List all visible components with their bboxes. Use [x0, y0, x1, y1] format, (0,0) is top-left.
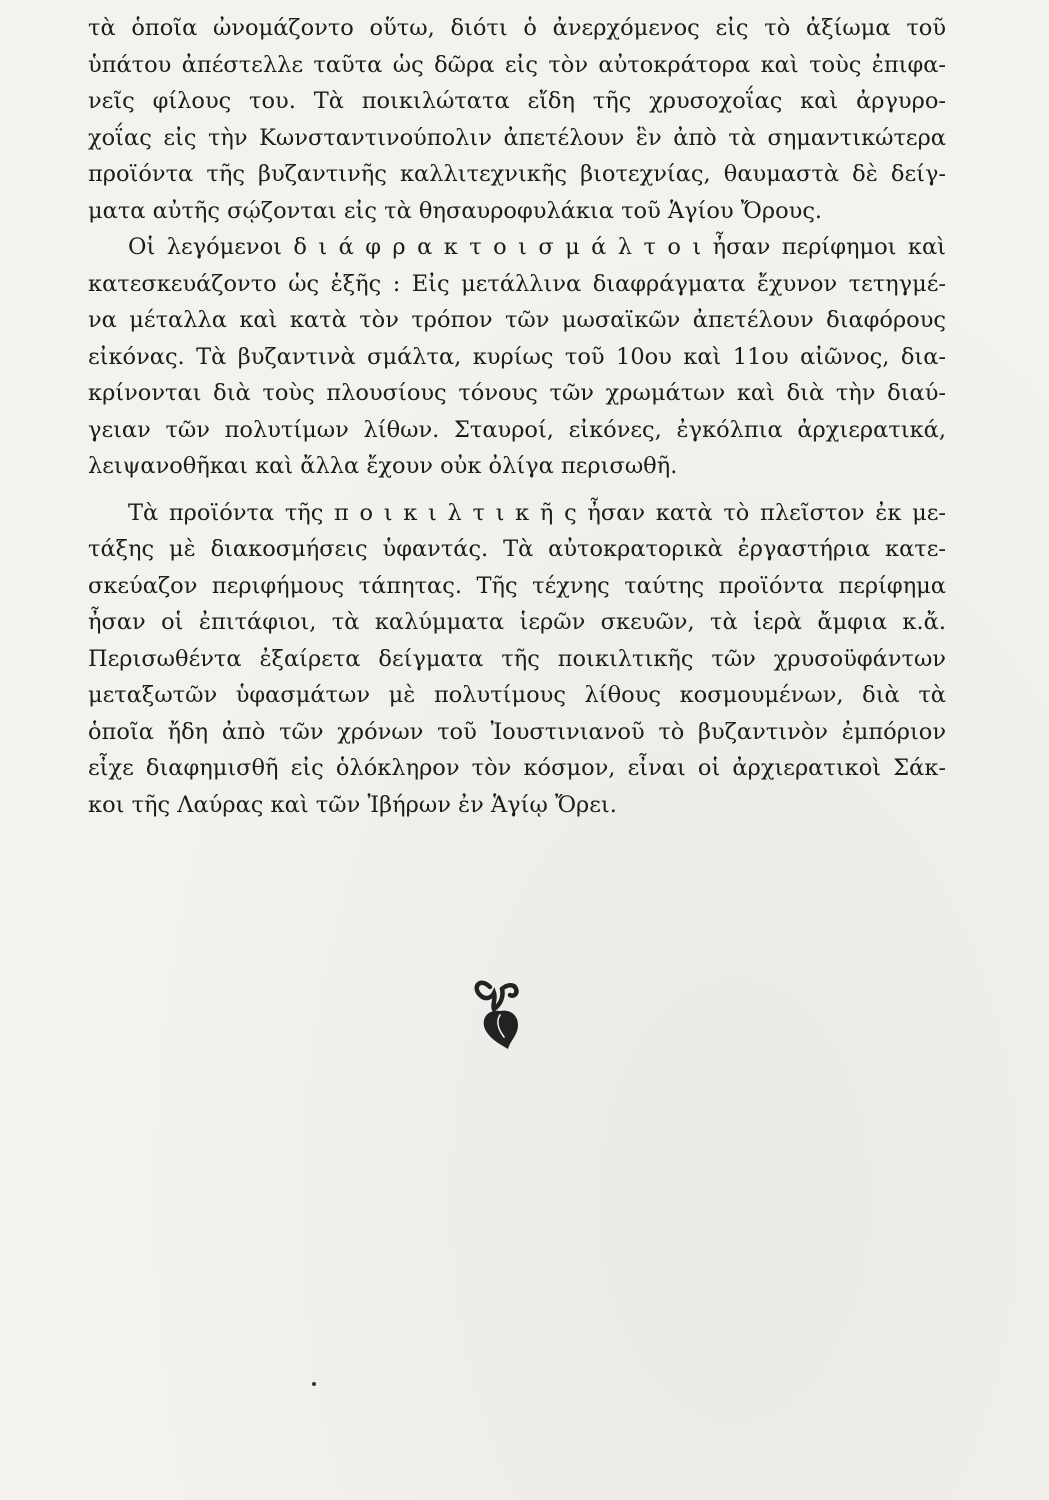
text-line: μεταξωτῶν ὑφασμάτων μὲ πολυτίμους λίθους κοσμουμένων, διὰ τὰ	[88, 682, 946, 708]
text-line: χοΐας εἰς τὴν Κωνσταντινούπολιν ἀπετέλουν ἓν ἀπὸ τὰ σημαντικώτερα	[88, 124, 946, 151]
text-line: Τὰ προϊόντα τῆς π ο ι κ ι λ τ ι κ ῆ ς ἦσαν κατὰ τὸ πλεῖστον ἐκ με-	[128, 499, 946, 526]
text-line: λειψανοθῆκαι καὶ ἄλλα ἔχουν οὐκ ὀλίγα περισωθῆ.	[88, 453, 678, 479]
text-line: τὰ ὁποῖα ὠνομάζοντο οὕτω, διότι ὁ ἀνερχόμενος εἰς τὸ ἀξίωμα τοῦ	[88, 15, 946, 41]
paragraph-3	[88, 495, 946, 824]
body-text	[88, 10, 946, 823]
paragraph-1	[88, 10, 946, 229]
text-line: να μέταλλα καὶ κατὰ τὸν τρόπον τῶν μωσαϊκῶν ἀπετέλουν διαφόρους	[88, 307, 946, 333]
text-line: σκεύαζον περιφήμους τάπητας. Τῆς τέχνης ταύτης προϊόντα περίφημα	[88, 572, 946, 599]
paragraph-2	[88, 229, 946, 485]
heart-leaf-ornament-icon	[470, 975, 530, 1050]
text-line: Οἱ λεγόμενοι δ ι ά φ ρ α κ τ ο ι σ μ ά λ τ ο ι ἦσαν περίφημοι καὶ	[128, 234, 946, 260]
text-line: προϊόντα τῆς βυζαντινῆς καλλιτεχνικῆς βιοτεχνίας, θαυμαστὰ δὲ δείγ-	[88, 161, 946, 187]
paragraph-spacer	[88, 485, 946, 495]
text-line: κατεσκευάζοντο ὡς ἑξῆς : Εἰς μετάλλινα διαφράγματα ἔχυνον τετηγμέ-	[88, 270, 946, 297]
text-line: κρίνονται διὰ τοὺς πλουσίους τόνους τῶν χρωμάτων καὶ διὰ τὴν διαύ-	[88, 380, 946, 406]
text-line: κοι τῆς Λαύρας καὶ τῶν Ἰβήρων ἐν Ἁγίῳ Ὄρει.	[88, 791, 617, 818]
text-line: τάξης μὲ διακοσμήσεις ὑφαντάς. Τὰ αὐτοκρατορικὰ ἐργαστήρια κατε-	[88, 536, 946, 562]
text-line: νεῖς φίλους του. Τὰ ποικιλώτατα εἴδη τῆς χρυσοχοΐας καὶ ἀργυρο-	[88, 88, 946, 114]
text-line: εἰκόνας. Τὰ βυζαντινὰ σμάλτα, κυρίως τοῦ 10ου καὶ 11ου αἰῶνος, δια-	[88, 343, 946, 370]
text-line: γειαν τῶν πολυτίμων λίθων. Σταυροί, εἰκόνες, ἐγκόλπια ἀρχιερατικά,	[88, 416, 946, 443]
text-line: εἶχε διαφημισθῆ εἰς ὁλόκληρον τὸν κόσμον, εἶναι οἱ ἀρχιερατικοὶ Σάκ-	[88, 755, 946, 781]
text-line: ἦσαν οἱ ἐπιτάφιοι, τὰ καλύμματα ἱερῶν σκευῶν, τὰ ἱερὰ ἄμφια κ.ἄ.	[88, 609, 946, 635]
text-line: ματα αὐτῆς σῴζονται εἰς τὰ θησαυροφυλάκια τοῦ Ἁγίου Ὄρους.	[88, 197, 823, 224]
ink-speck	[312, 1382, 316, 1386]
text-line: ὁποῖα ἤδη ἀπὸ τῶν χρόνων τοῦ Ἰουστινιανοῦ τὸ βυζαντινὸν ἐμπόριον	[88, 718, 946, 745]
text-line: Περισωθέντα ἐξαίρετα δείγματα τῆς ποικιλτικῆς τῶν χρυσοϋφάντων	[88, 645, 946, 672]
text-line: ὑπάτου ἀπέστελλε ταῦτα ὡς δῶρα εἰς τὸν αὐτοκράτορα καὶ τοὺς ἐπιφα-	[88, 51, 946, 78]
